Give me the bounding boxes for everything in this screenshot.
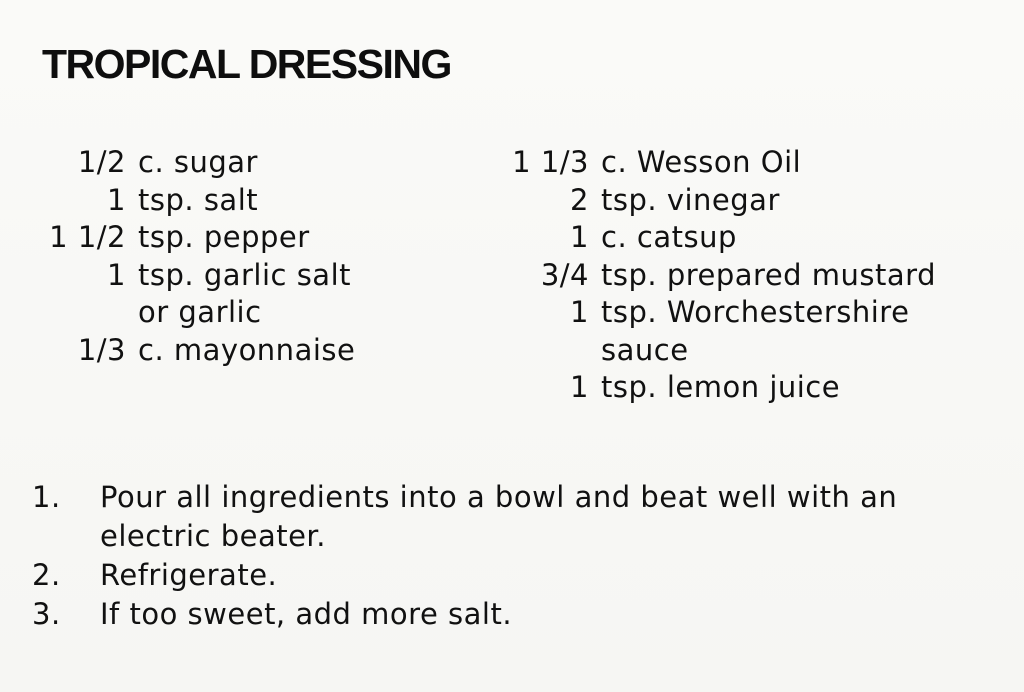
ingredient-quantity — [495, 332, 601, 370]
ingredient-quantity: 1 — [570, 295, 589, 329]
direction-step — [32, 595, 992, 634]
ingredient-name: c. sugar — [138, 145, 258, 179]
ingredient-name: c. mayonnaise — [138, 332, 356, 367]
ingredient-row — [495, 369, 1015, 407]
ingredient-quantity: 1 1/2 — [49, 220, 126, 254]
ingredient-name: c. Wesson Oil — [601, 145, 802, 179]
ingredient-quantity: 2 — [570, 182, 589, 217]
ingredient-row — [30, 219, 430, 257]
ingredient-name: tsp. Worchestershire — [601, 295, 910, 329]
ingredients-left-column — [30, 144, 430, 369]
recipe-title: TROPICAL DRESSING — [42, 41, 451, 87]
ingredient-quantity: 1 — [107, 257, 126, 292]
ingredient-quantity — [30, 294, 138, 332]
direction-step — [32, 556, 992, 595]
ingredient-row — [495, 332, 1015, 370]
ingredient-quantity: 1/2 — [77, 145, 126, 179]
ingredient-quantity: 1 — [570, 220, 589, 254]
ingredient-name: tsp. salt — [138, 182, 259, 217]
ingredient-name: tsp. vinegar — [601, 182, 780, 217]
ingredient-quantity: 1 — [570, 370, 589, 404]
ingredient-row — [495, 182, 1015, 220]
ingredient-row — [30, 257, 430, 295]
ingredient-row — [495, 294, 1015, 332]
ingredient-quantity: 1 — [107, 182, 126, 217]
ingredient-name: tsp. pepper — [138, 220, 310, 254]
direction-step — [32, 478, 992, 556]
step-text: Pour all ingredients into a bowl and beat well with an electric beater. — [100, 480, 898, 553]
ingredient-quantity: 3/4 — [540, 257, 589, 292]
ingredient-name: tsp. lemon juice — [601, 370, 841, 404]
ingredient-row — [30, 332, 430, 370]
step-text: Refrigerate. — [100, 558, 278, 592]
ingredient-row — [495, 257, 1015, 295]
step-number: 1. — [32, 480, 61, 514]
ingredient-quantity: 1/3 — [77, 332, 126, 367]
ingredient-name: tsp. garlic salt — [138, 257, 352, 292]
ingredient-row — [30, 182, 430, 220]
ingredient-row — [30, 144, 430, 182]
step-text: If too sweet, add more salt. — [100, 597, 513, 631]
ingredient-row — [30, 294, 430, 332]
ingredient-name: tsp. prepared mustard — [601, 257, 936, 292]
ingredient-name: sauce — [601, 332, 689, 367]
directions-list — [32, 478, 992, 634]
ingredient-row — [495, 219, 1015, 257]
ingredients-right-column — [495, 144, 1015, 407]
ingredient-quantity: 1 1/3 — [512, 145, 589, 179]
ingredient-name: c. catsup — [601, 220, 737, 254]
ingredient-row — [495, 144, 1015, 182]
step-number: 2. — [32, 558, 61, 592]
step-number: 3. — [32, 597, 61, 631]
ingredient-name: or garlic — [138, 295, 262, 329]
